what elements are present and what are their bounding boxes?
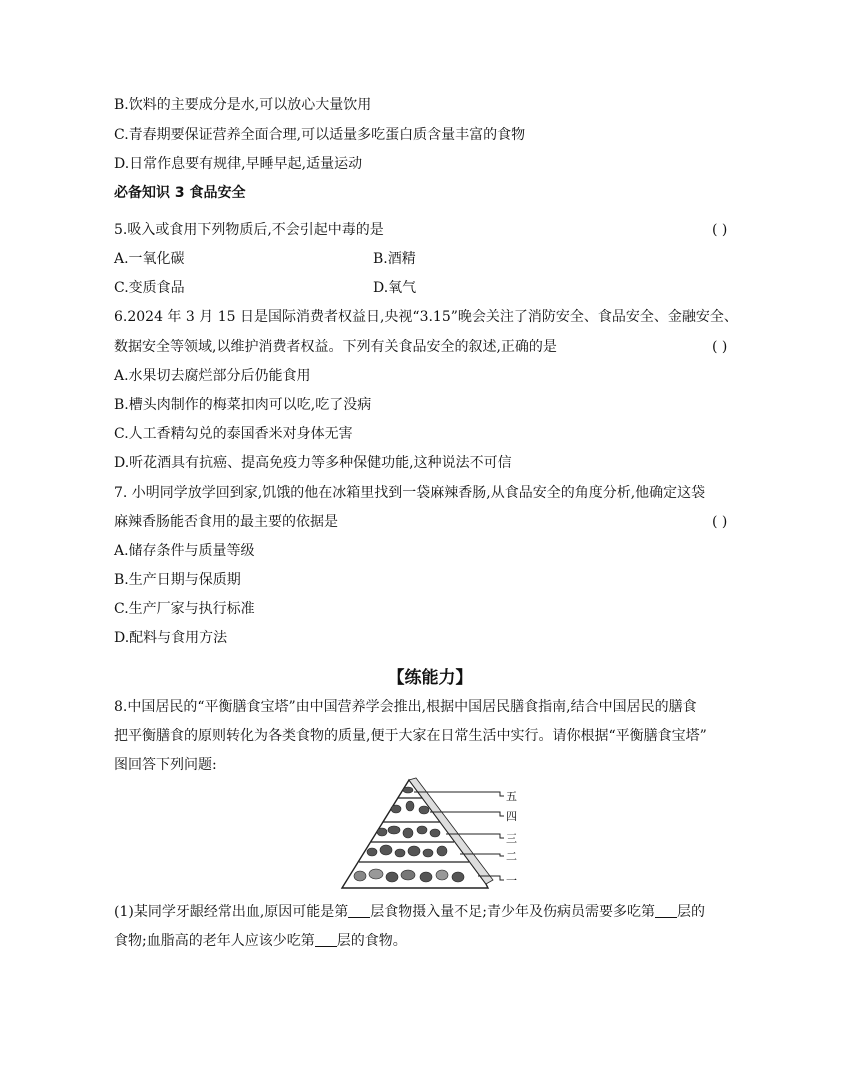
q6-option-b: B.槽头肉制作的梅菜扣肉可以吃,吃了没病 xyxy=(114,397,372,413)
q5-option-c: C.变质食品 xyxy=(114,280,185,296)
practice-heading: 【练能力】 xyxy=(387,668,473,688)
q6-stem-line2: 数据安全等领域,以维护消费者权益。下列有关食品安全的叙述,正确的是 xyxy=(114,339,557,355)
q8-stem-line1: 8.中国居民的“平衡膳食宝塔”由中国营养学会推出,根据中国居民膳食指南,结合中国居民的膳食 xyxy=(114,699,697,715)
pyramid-label-2: 二 xyxy=(506,850,517,863)
q5-option-b: B.酒精 xyxy=(373,251,416,267)
q6-option-d: D.听花酒具有抗癌、提高免疫力等多种保健功能,这种说法不可信 xyxy=(114,455,512,471)
q8-sub1-text-e: 层的食物。 xyxy=(336,933,407,949)
pyramid-label-5: 五 xyxy=(506,790,517,803)
q8-sub1-text-c: 层的 xyxy=(677,904,705,920)
q7-option-c: C.生产厂家与执行标准 xyxy=(114,601,255,617)
pyramid-label-4: 四 xyxy=(506,810,517,823)
q8-sub1-line1 xyxy=(114,903,705,921)
q5-option-a: A.一氧化碳 xyxy=(114,251,185,267)
q8-sub1-text-b: 层食物摄入量不足;青少年及伤病员需要多吃第 xyxy=(370,904,655,920)
q7-stem-line2: 麻辣香肠能否食用的最主要的依据是 xyxy=(114,514,338,530)
q5-option-d: D.氧气 xyxy=(373,280,417,296)
option-d-prev: D.日常作息要有规律,早睡早起,适量运动 xyxy=(114,156,363,172)
answer-blank-1[interactable] xyxy=(348,903,370,918)
option-c-prev: C.青春期要保证营养全面合理,可以适量多吃蛋白质含量丰富的食物 xyxy=(114,127,526,143)
section-title: 必备知识 3 食品安全 xyxy=(114,185,246,201)
answer-blank-3[interactable] xyxy=(315,932,337,947)
food-pyramid-figure xyxy=(338,776,528,894)
pyramid-label-1: 一 xyxy=(506,874,517,887)
q6-stem-line1: 6.2024 年 3 月 15 日是国际消费者权益日,央视“3.15”晚会关注了消防安全、食品安全、金融安全、 xyxy=(114,309,738,325)
q8-sub1-text-d: 食物;血脂高的老年人应该少吃第 xyxy=(114,933,315,949)
q7-option-d: D.配料与食用方法 xyxy=(114,630,228,646)
q8-sub1-line2 xyxy=(114,932,407,950)
q8-stem-line3: 图回答下列问题: xyxy=(114,757,217,773)
q6-option-a: A.水果切去腐烂部分后仍能食用 xyxy=(114,368,311,384)
pyramid-label-3: 三 xyxy=(506,832,517,845)
q8-stem-line2: 把平衡膳食的原则转化为各类食物的质量,便于大家在日常生活中实行。请你根据“平衡膳食宝塔” xyxy=(114,728,707,744)
q5-stem: 5.吸入或食用下列物质后,不会引起中毒的是 xyxy=(114,222,384,238)
q7-stem-line1: 7. 小明同学放学回到家,饥饿的他在冰箱里找到一袋麻辣香肠,从食品安全的角度分析,他确定这袋 xyxy=(114,485,706,501)
q6-answer-paren: ( ) xyxy=(712,339,728,355)
q7-answer-paren: ( ) xyxy=(712,514,728,530)
option-b-prev: B.饮料的主要成分是水,可以放心大量饮用 xyxy=(114,97,372,113)
q8-sub1-text-a: (1)某同学牙龈经常出血,原因可能是第 xyxy=(114,904,349,920)
answer-blank-2[interactable] xyxy=(655,903,677,918)
q7-option-b: B.生产日期与保质期 xyxy=(114,572,241,588)
q5-answer-paren: ( ) xyxy=(712,222,728,238)
q7-option-a: A.储存条件与质量等级 xyxy=(114,543,255,559)
q6-option-c: C.人工香精勾兑的泰国香米对身体无害 xyxy=(114,426,353,442)
